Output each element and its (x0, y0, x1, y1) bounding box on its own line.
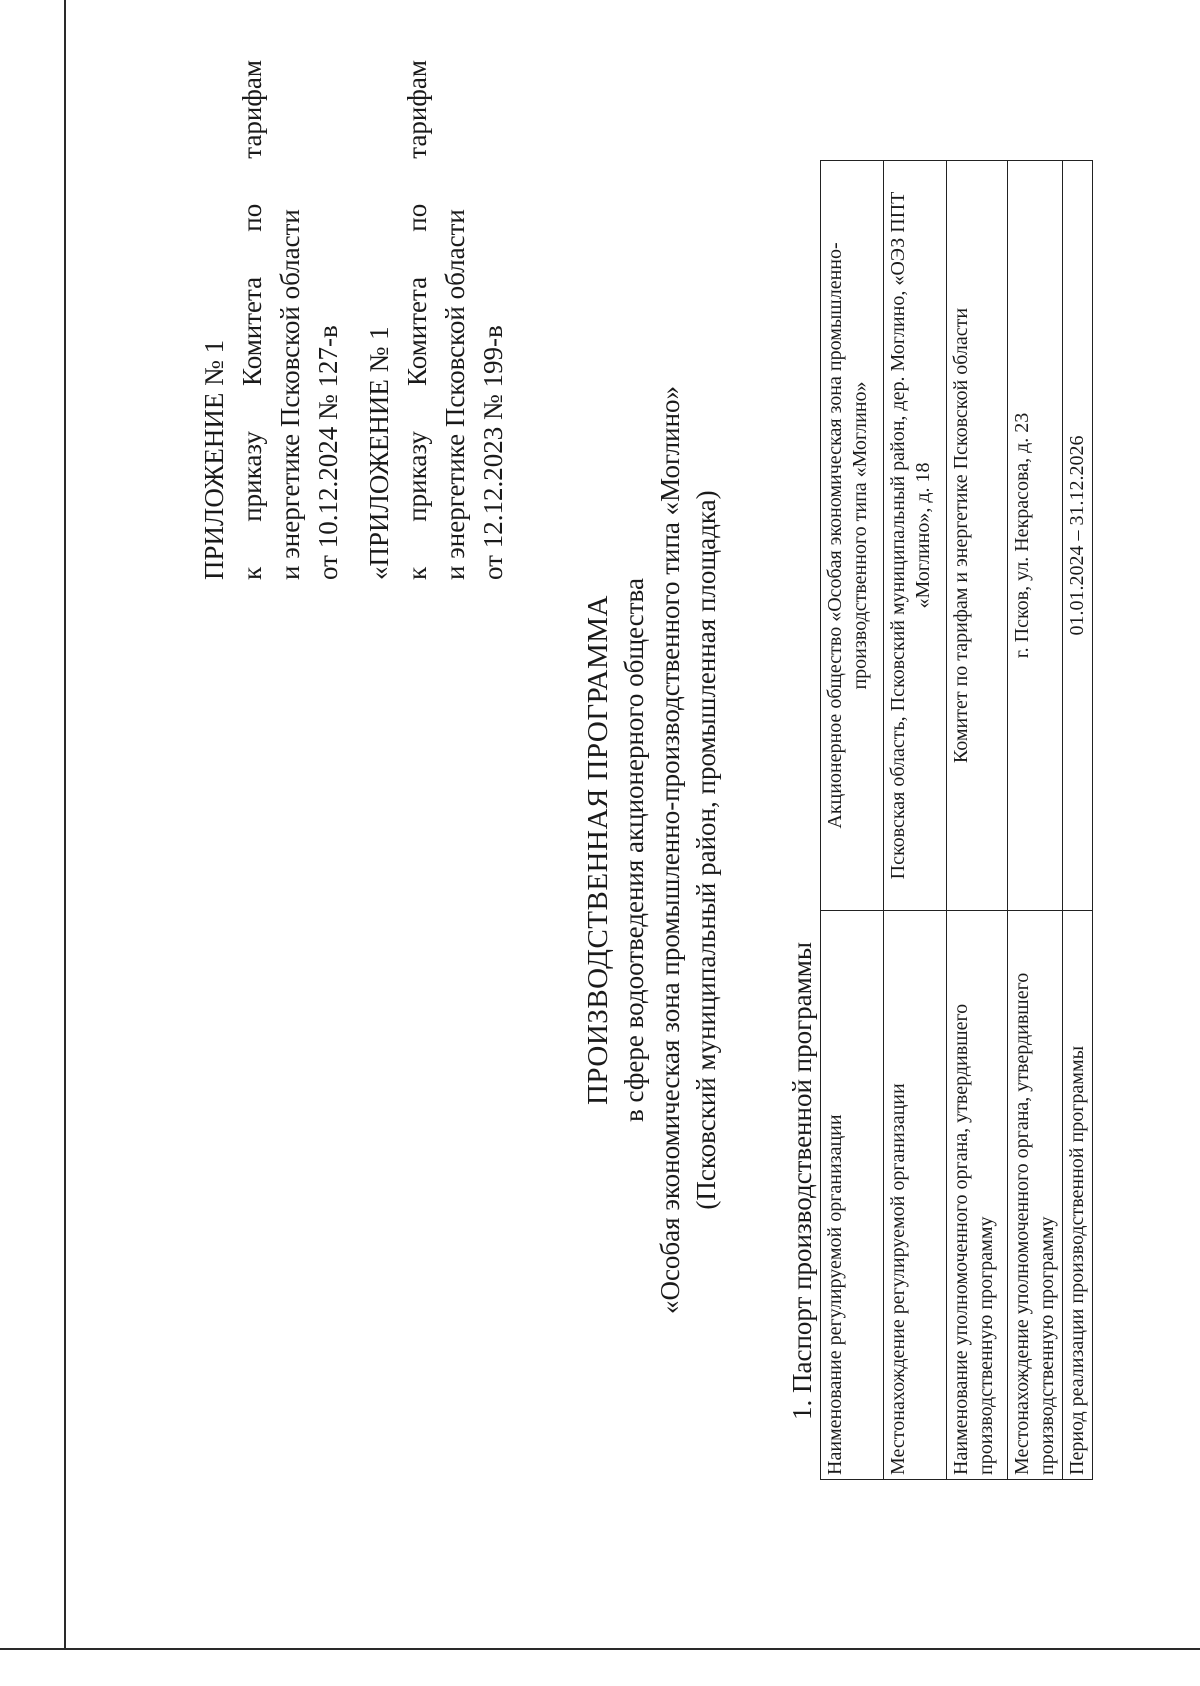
appendix-current-word: Комитета (237, 276, 267, 386)
row-label: Местонахождение регулируемой организации (884, 911, 947, 1480)
rotated-page-content (60, 0, 1160, 1580)
appendix-current-word: приказу (237, 431, 267, 522)
appendix-previous-word: приказу (402, 431, 432, 522)
row-value: Псковская область, Псковский муниципальный район, дер. Моглино, «ОЭЗ ППТ «Моглино», д. 18 (884, 161, 947, 911)
appendix-previous (360, 60, 512, 580)
row-label: Наименование уполномоченного органа, утвердившего производственную программу (947, 911, 1008, 1480)
appendix-previous-word: тарифам (402, 60, 432, 159)
appendix-previous-heading: «ПРИЛОЖЕНИЕ № 1 (364, 326, 394, 580)
row-value: г. Псков, ул. Некрасова, д. 23 (1008, 161, 1063, 911)
passport-table (820, 160, 1093, 1480)
appendix-previous-line3: от 12.12.2023 № 199-в (478, 325, 508, 580)
appendix-current (195, 60, 347, 580)
appendix-previous-word: к (402, 566, 432, 580)
appendix-previous-word: по (402, 203, 432, 232)
title-line3: «Особая экономическая зона промышленно-производственного типа «Моглино» (655, 385, 685, 1315)
appendix-current-heading: ПРИЛОЖЕНИЕ № 1 (199, 339, 229, 580)
document-title (580, 300, 724, 1400)
table-row (884, 161, 947, 1480)
row-label: Период реализации производственной программы (1063, 911, 1093, 1480)
appendix-previous-line2: и энергетике Псковской области (440, 209, 470, 580)
passport-heading: 1. Паспорт производственной программы (787, 942, 817, 1420)
row-label: Наименование регулируемой организации (821, 911, 884, 1480)
appendix-current-word: к (237, 566, 267, 580)
table-row (1063, 161, 1093, 1480)
sheet-left-edge (16, 0, 66, 1650)
appendix-current-line3: от 10.12.2024 № 127-в (313, 325, 343, 580)
table-row (821, 161, 884, 1480)
appendix-previous-word: Комитета (402, 276, 432, 386)
appendix-current-word: по (237, 203, 267, 232)
row-value: Акционерное общество «Особая экономическая зона промышленно-производственного типа «Моглино» (821, 161, 884, 911)
appendix-previous-line1 (398, 60, 436, 580)
appendix-current-line2: и энергетике Псковской области (275, 209, 305, 580)
sheet-bottom-edge (0, 1648, 1200, 1650)
table-row (1008, 161, 1063, 1480)
appendix-current-line1 (233, 60, 271, 580)
row-value: Комитет по тарифам и энергетике Псковской области (947, 161, 1008, 911)
title-line4: (Псковский муниципальный район, промышленная площадка) (691, 490, 721, 1210)
table-row (947, 161, 1008, 1480)
title-line2: в сфере водоотведения акционерного общества (619, 578, 649, 1122)
row-label: Местонахождение уполномоченного органа, утвердившего производственную программу (1008, 911, 1063, 1480)
row-value: 01.01.2024 – 31.12.2026 (1063, 161, 1093, 911)
appendix-current-word: тарифам (237, 60, 267, 159)
title-main: ПРОИЗВОДСТВЕННАЯ ПРОГРАММА (582, 595, 614, 1106)
